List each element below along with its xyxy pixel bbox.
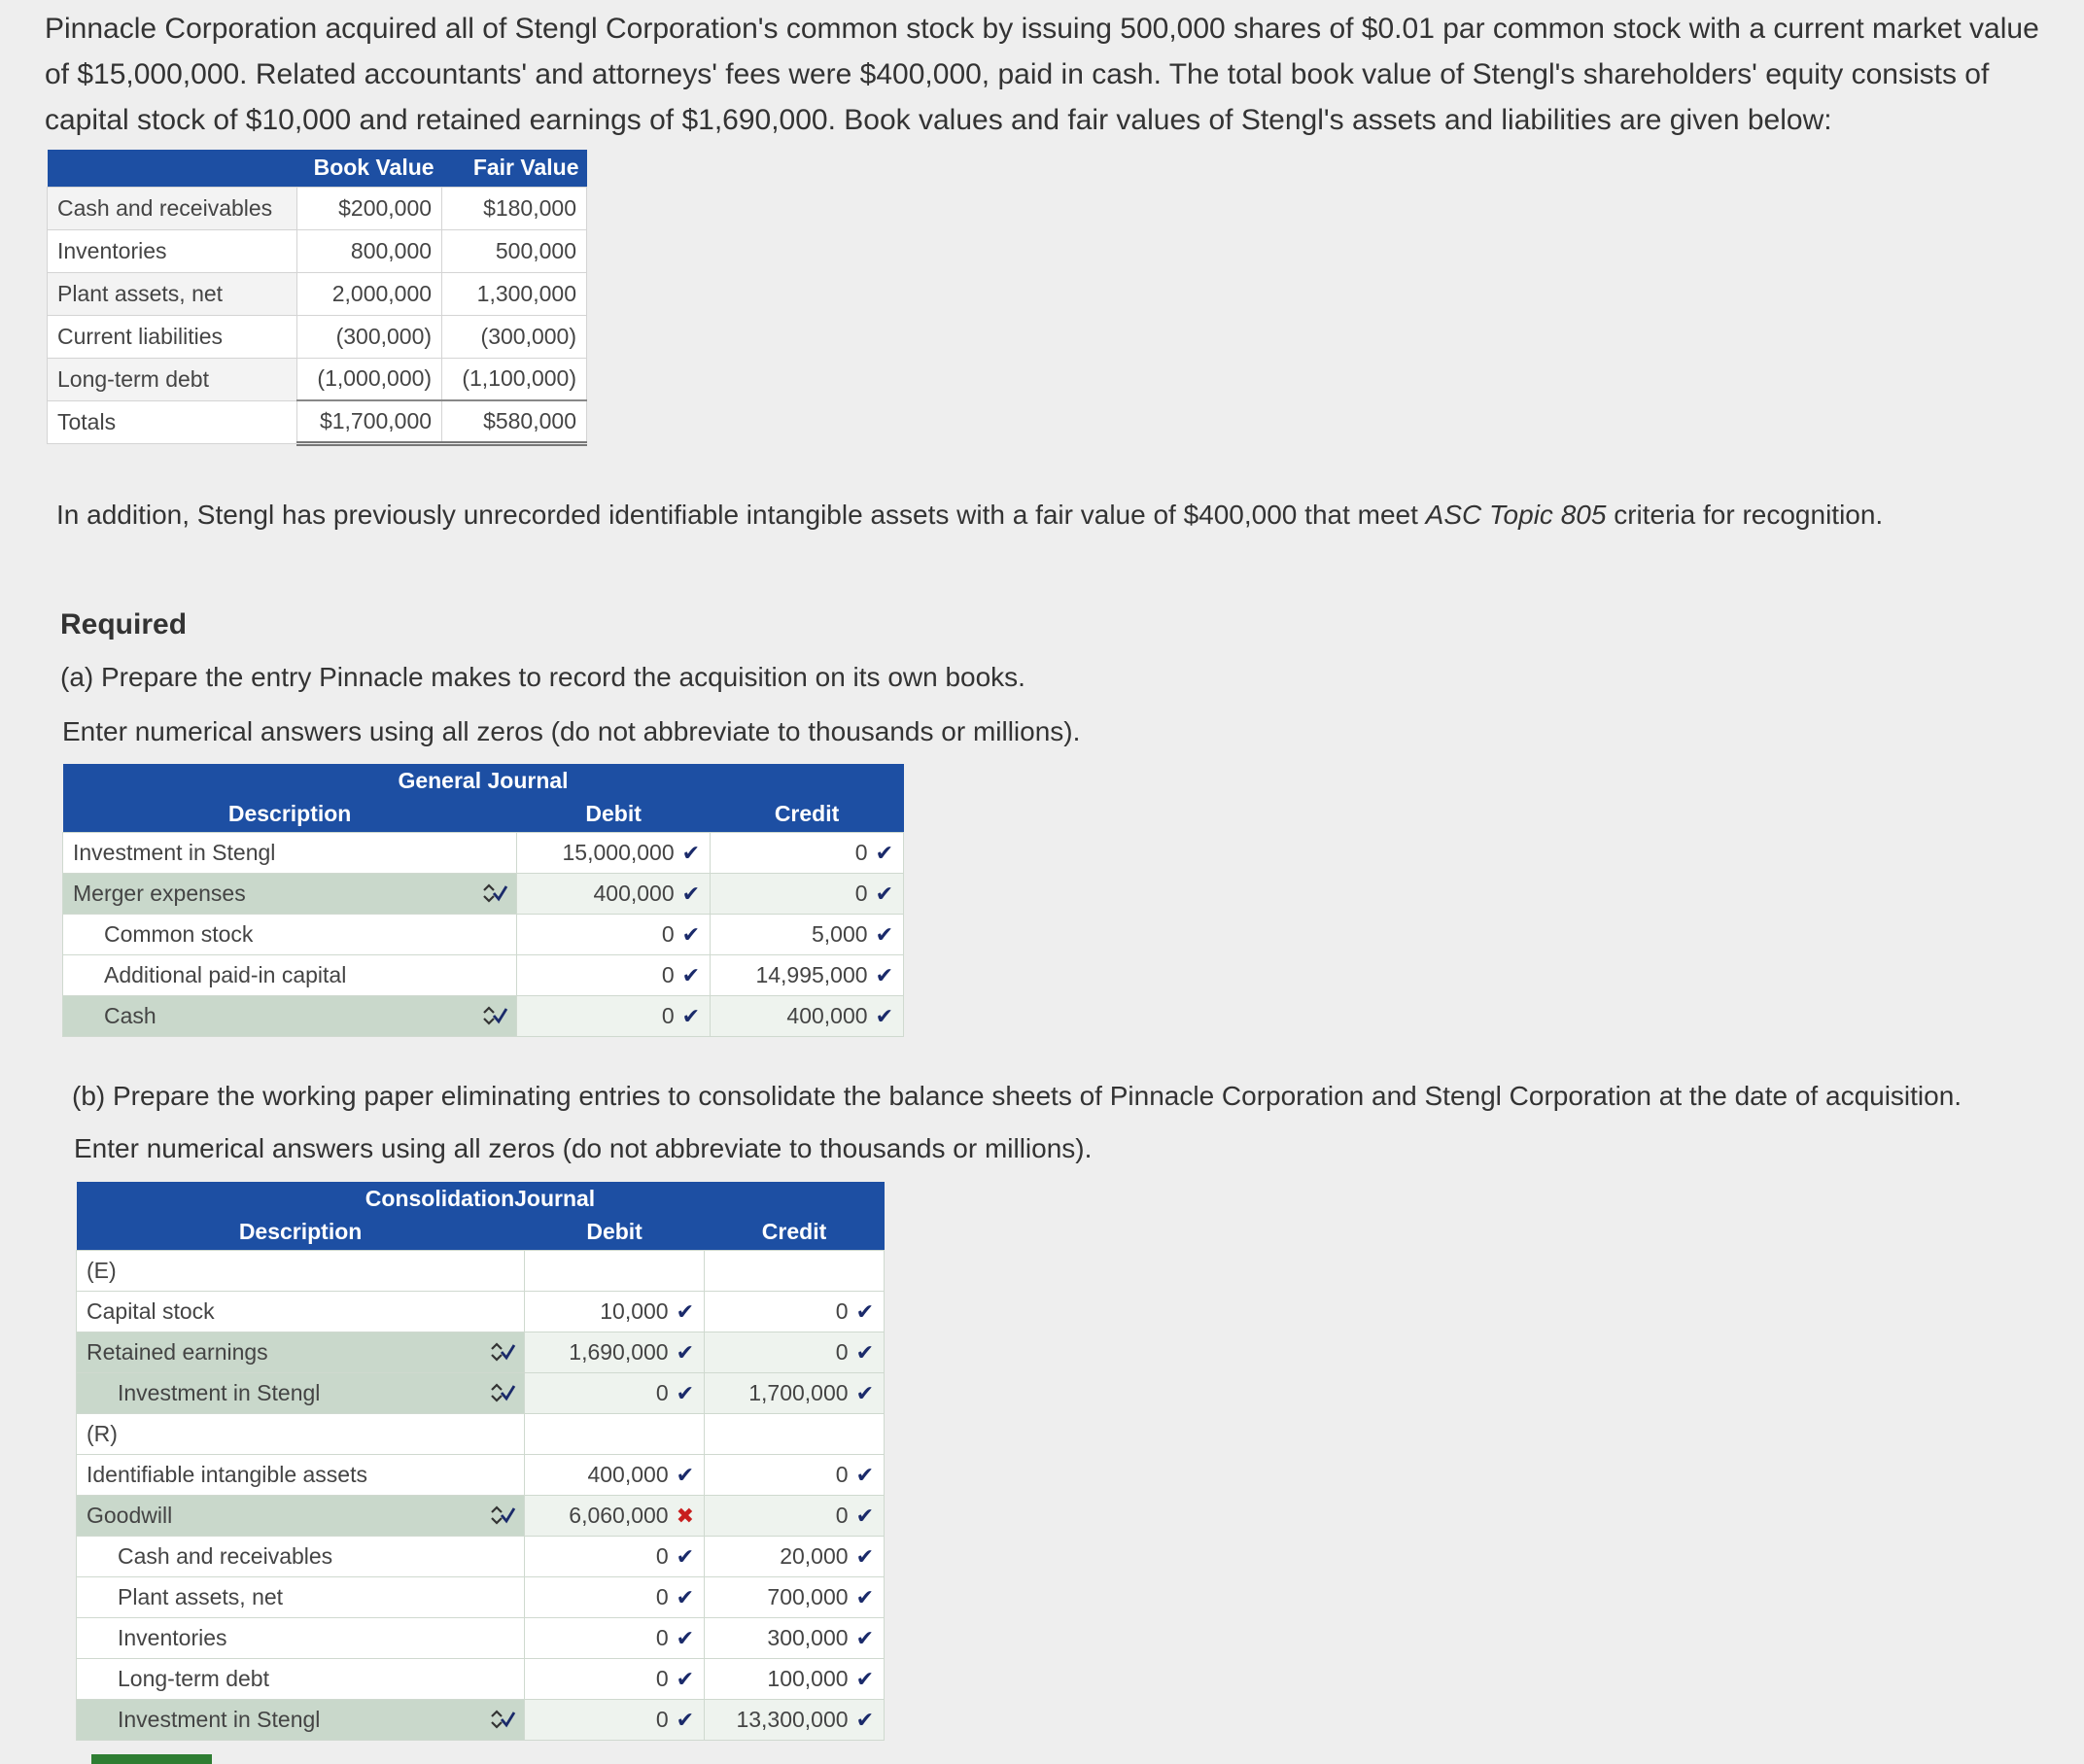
- dropdown-check-icon: [489, 1709, 516, 1730]
- checkmark-icon: ✔: [676, 1462, 695, 1487]
- book-value: $200,000: [297, 187, 442, 229]
- intangible-assets-note: In addition, Stengl has previously unrecorded identifiable intangible assets with a fair value of $400,000 that meet ASC Topic 805 criteria for recognition.: [56, 500, 1884, 530]
- journal-row: [63, 954, 904, 995]
- debit-input[interactable]: 10,000 ✔: [525, 1291, 705, 1332]
- checkmark-icon: ✔: [676, 1666, 695, 1691]
- debit-input[interactable]: 0 ✔: [525, 1536, 705, 1576]
- fair-value: (300,000): [442, 315, 587, 358]
- header-description: Description: [63, 797, 517, 832]
- table-row: [48, 272, 587, 315]
- section-row: [77, 1413, 885, 1454]
- totals-row: [48, 400, 587, 443]
- checkmark-icon: ✔: [875, 840, 893, 865]
- checkmark-icon: ✔: [875, 881, 893, 906]
- journal-row: [77, 1658, 885, 1699]
- dropdown-check-icon: [489, 1505, 516, 1526]
- header-book-value: Book Value: [297, 150, 442, 187]
- header-credit: Credit: [711, 797, 904, 832]
- journal-row: [77, 1699, 885, 1740]
- book-fair-value-table: [47, 150, 587, 446]
- table-row: [48, 187, 587, 229]
- consolidation-journal-caption: ConsolidationJournal: [77, 1182, 885, 1215]
- row-label: Inventories: [48, 229, 297, 272]
- required-heading: Required: [60, 608, 188, 640]
- dropdown-check-icon: [481, 1005, 508, 1026]
- account-input[interactable]: Investment in Stengl: [63, 832, 517, 873]
- general-journal-table: [62, 764, 904, 1037]
- checkmark-icon: ✔: [875, 921, 893, 947]
- account-input[interactable]: Long-term debt: [77, 1658, 525, 1699]
- dropdown-check-icon: [489, 1341, 516, 1363]
- row-label: Totals: [48, 400, 297, 443]
- checkmark-icon: ✔: [676, 1707, 695, 1732]
- journal-row: [77, 1576, 885, 1617]
- incorrect-x-icon: ✖: [676, 1503, 695, 1528]
- debit-input[interactable]: 0 ✔: [517, 995, 711, 1036]
- credit-input[interactable]: 14,995,000 ✔: [711, 954, 904, 995]
- fair-value: 500,000: [442, 229, 587, 272]
- debit-input[interactable]: 400,000 ✔: [525, 1454, 705, 1495]
- part-a-note: Enter numerical answers using all zeros (do not abbreviate to thousands or millions).: [62, 716, 1081, 746]
- book-value: (1,000,000): [297, 358, 442, 400]
- fair-value: $180,000: [442, 187, 587, 229]
- checkmark-icon: ✔: [676, 1543, 695, 1569]
- account-select[interactable]: Goodwill: [77, 1495, 525, 1536]
- section-label-r: (R): [77, 1413, 525, 1454]
- checkmark-icon: ✔: [676, 1298, 695, 1324]
- credit-input[interactable]: 13,300,000 ✔: [705, 1699, 885, 1740]
- fair-value: $580,000: [442, 400, 587, 443]
- credit-input[interactable]: 300,000 ✔: [705, 1617, 885, 1658]
- checkmark-icon: ✔: [855, 1666, 874, 1691]
- credit-input[interactable]: 0 ✔: [705, 1495, 885, 1536]
- checkmark-icon: ✔: [855, 1584, 874, 1609]
- book-value: $1,700,000: [297, 400, 442, 443]
- credit-input[interactable]: 5,000 ✔: [711, 914, 904, 954]
- fair-value: (1,100,000): [442, 358, 587, 400]
- section-row: [77, 1250, 885, 1291]
- checkmark-icon: ✔: [681, 881, 701, 906]
- credit-input[interactable]: 0 ✔: [705, 1291, 885, 1332]
- row-label: Cash and receivables: [48, 187, 297, 229]
- debit-input[interactable]: 0 ✔: [517, 954, 711, 995]
- part-a-instruction: (a) Prepare the entry Pinnacle makes to record the acquisition on its own books.: [60, 662, 1025, 692]
- debit-input[interactable]: 400,000 ✔: [517, 873, 711, 914]
- journal-row: [77, 1332, 885, 1372]
- checkmark-icon: ✔: [855, 1625, 874, 1650]
- book-value: (300,000): [297, 315, 442, 358]
- dropdown-check-icon: [489, 1382, 516, 1403]
- blank-cell: [705, 1250, 885, 1291]
- credit-input[interactable]: 0 ✔: [711, 832, 904, 873]
- table-row: [48, 358, 587, 400]
- blank-cell: [705, 1413, 885, 1454]
- checkmark-icon: ✔: [676, 1339, 695, 1365]
- debit-input[interactable]: 0 ✔: [525, 1372, 705, 1413]
- book-value: 2,000,000: [297, 272, 442, 315]
- section-label-e: (E): [77, 1250, 525, 1291]
- row-label: Long-term debt: [48, 358, 297, 400]
- debit-input[interactable]: 1,690,000 ✔: [525, 1332, 705, 1372]
- credit-input[interactable]: 0 ✔: [705, 1332, 885, 1372]
- account-select[interactable]: Cash: [63, 995, 517, 1036]
- book-value: 800,000: [297, 229, 442, 272]
- checkmark-icon: ✔: [855, 1462, 874, 1487]
- account-select[interactable]: Investment in Stengl: [77, 1699, 525, 1740]
- journal-row: [63, 832, 904, 873]
- account-input[interactable]: Cash and receivables: [77, 1536, 525, 1576]
- journal-row: [77, 1536, 885, 1576]
- debit-input[interactable]: 0 ✔: [525, 1658, 705, 1699]
- journal-row: [77, 1291, 885, 1332]
- account-select[interactable]: Merger expenses: [63, 873, 517, 914]
- journal-row: [63, 995, 904, 1036]
- account-input[interactable]: Identifiable intangible assets: [77, 1454, 525, 1495]
- table-row: [48, 315, 587, 358]
- general-journal-caption: General Journal: [63, 764, 904, 797]
- debit-input[interactable]: 0 ✔: [525, 1576, 705, 1617]
- blank-cell: [525, 1413, 705, 1454]
- credit-input[interactable]: 400,000 ✔: [711, 995, 904, 1036]
- part-b-note: Enter numerical answers using all zeros (do not abbreviate to thousands or millions).: [74, 1133, 1093, 1163]
- checkmark-icon: ✔: [855, 1543, 874, 1569]
- submit-button-edge[interactable]: [91, 1754, 212, 1764]
- row-label: Plant assets, net: [48, 272, 297, 315]
- checkmark-icon: ✔: [855, 1339, 874, 1365]
- account-input[interactable]: Inventories: [77, 1617, 525, 1658]
- debit-input[interactable]: 0 ✔: [525, 1699, 705, 1740]
- debit-input[interactable]: 6,060,000 ✖: [525, 1495, 705, 1536]
- journal-row: [63, 914, 904, 954]
- journal-row: [77, 1454, 885, 1495]
- journal-row: [77, 1617, 885, 1658]
- checkmark-icon: ✔: [875, 962, 893, 987]
- header-debit: Debit: [525, 1215, 705, 1250]
- row-label: Current liabilities: [48, 315, 297, 358]
- credit-input[interactable]: 0 ✔: [711, 873, 904, 914]
- credit-input[interactable]: 100,000 ✔: [705, 1658, 885, 1699]
- debit-input[interactable]: 0 ✔: [517, 914, 711, 954]
- checkmark-icon: ✔: [676, 1380, 695, 1405]
- blank-cell: [525, 1250, 705, 1291]
- credit-input[interactable]: 1,700,000 ✔: [705, 1372, 885, 1413]
- checkmark-icon: ✔: [681, 1003, 701, 1028]
- account-select[interactable]: Retained earnings: [77, 1332, 525, 1372]
- problem-statement: Pinnacle Corporation acquired all of Stengl Corporation's common stock by issuing 500,000 shares of $0.01 par common stock with a current market value of $15,000,000. Related accountants' and attorneys' fees were $400,000, paid in cash. The total book value of Stengl's shareholders' equity consists of capital stock of $10,000 and retained earnings of $1,690,000. Book values and fair values of Stengl's assets and liabilities are given below:: [45, 13, 2039, 136]
- checkmark-icon: ✔: [855, 1707, 874, 1732]
- journal-row: [77, 1495, 885, 1536]
- account-input[interactable]: Additional paid-in capital: [63, 954, 517, 995]
- account-input[interactable]: Capital stock: [77, 1291, 525, 1332]
- account-input[interactable]: Plant assets, net: [77, 1576, 525, 1617]
- credit-input[interactable]: 20,000 ✔: [705, 1536, 885, 1576]
- checkmark-icon: ✔: [676, 1625, 695, 1650]
- checkmark-icon: ✔: [681, 921, 701, 947]
- account-select[interactable]: Investment in Stengl: [77, 1372, 525, 1413]
- header-fair-value: Fair Value: [442, 150, 587, 187]
- journal-row: [63, 873, 904, 914]
- table-header-blank: [48, 150, 297, 187]
- credit-input[interactable]: 700,000 ✔: [705, 1576, 885, 1617]
- journal-row: [77, 1372, 885, 1413]
- consolidation-journal-table: [76, 1182, 885, 1741]
- debit-input[interactable]: 0 ✔: [525, 1617, 705, 1658]
- debit-input[interactable]: 15,000,000 ✔: [517, 832, 711, 873]
- dropdown-check-icon: [481, 882, 508, 904]
- part-b-instruction: (b) Prepare the working paper eliminating entries to consolidate the balance sheets of Pinnacle Corporation and Stengl Corporation at the date of acquisition.: [72, 1081, 1962, 1111]
- checkmark-icon: ✔: [676, 1584, 695, 1609]
- checkmark-icon: ✔: [855, 1298, 874, 1324]
- header-debit: Debit: [517, 797, 711, 832]
- checkmark-icon: ✔: [855, 1380, 874, 1405]
- credit-input[interactable]: 0 ✔: [705, 1454, 885, 1495]
- checkmark-icon: ✔: [875, 1003, 893, 1028]
- account-input[interactable]: Common stock: [63, 914, 517, 954]
- header-credit: Credit: [705, 1215, 885, 1250]
- fair-value: 1,300,000: [442, 272, 587, 315]
- checkmark-icon: ✔: [855, 1503, 874, 1528]
- checkmark-icon: ✔: [681, 840, 701, 865]
- header-description: Description: [77, 1215, 525, 1250]
- table-row: [48, 229, 587, 272]
- checkmark-icon: ✔: [681, 962, 701, 987]
